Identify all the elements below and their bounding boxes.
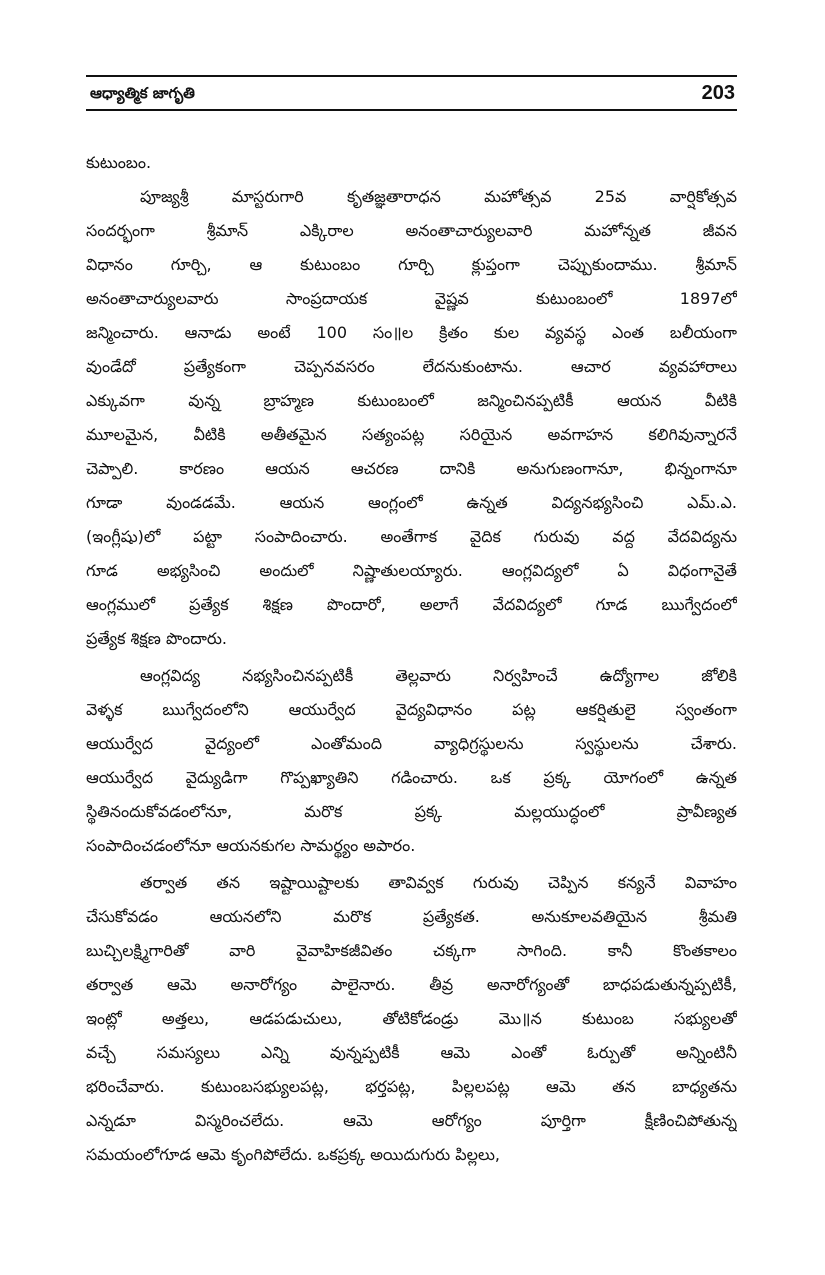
text-line: భరించేవారు. కుటుంబసభ్యులపట్ల, భర్తపట్ల, పిల్లలపట్ల ఆమె తన బాధ్యతను: [86, 1077, 737, 1096]
text-line: గూడ అభ్యసించి అందులో నిష్ణాతులయ్యారు. ఆంగ్లవిద్యలో ఏ విధంగానైతే: [86, 561, 737, 580]
text-line: పూజ్యశ్రీ మాస్టరుగారి కృతజ్ఞతారాధన మహోత్సవ 25వ వార్షికోత్సవ: [140, 187, 737, 206]
text-line: సందర్భంగా శ్రీమాన్ ఎక్కిరాల అనంతాచార్యులవారి మహోన్నత జీవన: [86, 221, 737, 240]
paragraph: [86, 659, 737, 863]
text-line: అనంతాచార్యులవారు సాంప్రదాయక వైష్ణవ కుటుంబంలో 1897లో: [86, 289, 737, 308]
text-line: కుటుంబం.: [86, 153, 152, 172]
text-line: తర్వాత తన ఇష్టాయిష్టాలకు తావివ్వక గురువు చెప్పిన కన్యనే వివాహం: [140, 873, 737, 892]
text-line: స్థితినందుకోవడంలోనూ, మరొక ప్రక్క మల్లయుద్ధంలో ప్రావీణ్యత: [86, 802, 737, 821]
text-line: వుండేదో ప్రత్యేకంగా చెప్పనవసరం లేదనుకుంటాను. ఆచార వ్యవహారాలు: [86, 357, 737, 376]
text-line: జన్మించారు. ఆనాడు అంటే 100 సం॥ల క్రితం కుల వ్యవస్థ ఎంత బలీయంగా: [86, 323, 737, 342]
text-line: ఎక్కువగా వున్న బ్రాహ్మణ కుటుంబంలో జన్మించినప్పటికీ ఆయన వీటికి: [86, 391, 737, 410]
text-line: ఎన్నడూ విస్మరించలేదు. ఆమె ఆరోగ్యం పూర్తిగా క్షీణించిపోతున్న: [86, 1111, 737, 1130]
text-line: చేసుకోవడం ఆయనలోని మరొక ప్రత్యేకత. అనుకూలవతియైన శ్రీమతి: [86, 907, 737, 926]
text-line: బుచ్చిలక్ష్మిగారితో వారి వైవాహికజీవితం చక్కగా సాగింది. కానీ కొంతకాలం: [86, 941, 737, 960]
text-line: ఆంగ్లములో ప్రత్యేక శిక్షణ పొందారో, అలాగే వేదవిద్యలో గూడ ఋగ్వేదంలో: [86, 595, 737, 614]
text-line: (ఇంగ్లీషు)లో పట్టా సంపాదించారు. అంతేగాక వైదిక గురువు వద్ద వేదవిద్యను: [86, 527, 737, 546]
text-line: తర్వాత ఆమె అనారోగ్యం పాలైనారు. తీవ్ర అనారోగ్యంతో బాధపడుతున్నప్పటికీ,: [86, 975, 737, 994]
text-line: సమయంలోగూడ ఆమె కృంగిపోలేదు. ఒకప్రక్క అయిదుగురు పిల్లలు,: [86, 1145, 500, 1164]
paragraph: [86, 866, 737, 1172]
page-number: 203: [701, 82, 735, 104]
header-title: ఆధ్యాత్మిక జాగృతి: [90, 84, 195, 102]
running-header: [86, 75, 737, 111]
text-line: ఆంగ్లవిద్య నభ్యసించినప్పటికీ తెల్లవారు నిర్వహించే ఉద్యోగాల జోలికి: [140, 666, 737, 685]
body-text: [86, 146, 737, 1172]
text-line: ఆయుర్వేద వైద్యుడిగా గొప్పఖ్యాతిని గడించారు. ఒక ప్రక్క యోగంలో ఉన్నత: [86, 768, 737, 787]
text-line: సంపాదించడంలోనూ ఆయనకుగల సామర్థ్యం అపారం.: [86, 836, 416, 855]
paragraph: [86, 180, 737, 656]
text-line: ఆయుర్వేద వైద్యంలో ఎంతోమంది వ్యాధిగ్రస్థులను స్వస్థులను చేశారు.: [86, 734, 737, 753]
text-line: వెళ్ళక ఋగ్వేదంలోని ఆయుర్వేద వైద్యవిధానం పట్ల ఆకర్షితులై స్వంతంగా: [86, 700, 737, 719]
text-line: మూలమైన, వీటికి అతీతమైన సత్యంపట్ల సరియైన అవగాహన కలిగివున్నారనే: [86, 425, 737, 444]
text-line: విధానం గూర్చి, ఆ కుటుంబం గూర్చి క్లుప్తంగా చెప్పుకుందాము. శ్రీమాన్: [86, 255, 737, 274]
text-line: ప్రత్యేక శిక్షణ పొందారు.: [86, 629, 227, 648]
text-line: ఇంట్లో అత్తలు, ఆడపడుచులు, తోటికోడండ్రు మొ॥న కుటుంబ సభ్యులతో: [86, 1009, 737, 1028]
text-line: గూడా వుండడమే. ఆయన ఆంగ్లంలో ఉన్నత విద్యనభ్యసించి ఎమ్.ఎ.: [86, 493, 737, 512]
paragraph: [86, 146, 737, 180]
text-line: వచ్చే సమస్యలు ఎన్ని వున్నప్పటికీ ఆమె ఎంతో ఓర్పుతో అన్నింటినీ: [86, 1043, 737, 1062]
text-line: చెప్పాలి. కారణం ఆయన ఆచరణ దానికి అనుగుణంగానూ, భిన్నంగానూ: [86, 459, 737, 478]
